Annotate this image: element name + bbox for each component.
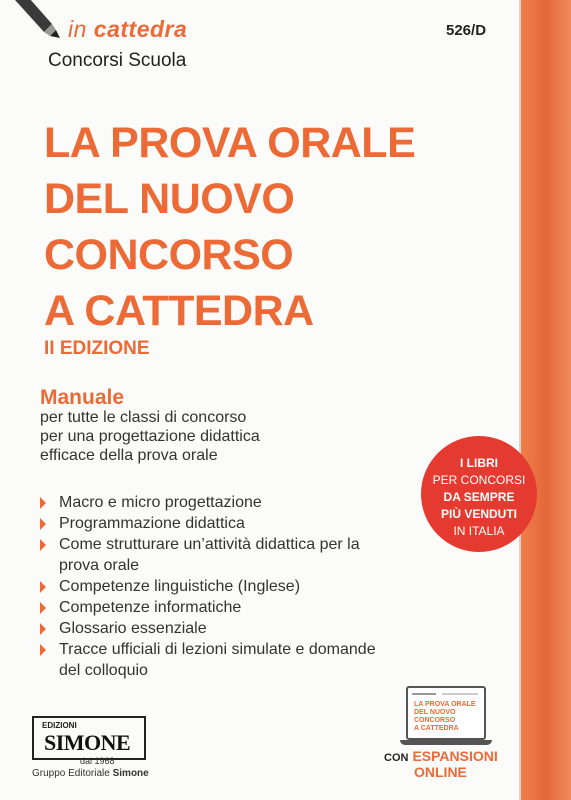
catalog-code: 526/D xyxy=(446,22,487,39)
laptop-base xyxy=(400,740,492,745)
screen-title-line: A CATTEDRA xyxy=(414,725,459,732)
badge-line: IN ITALIA xyxy=(453,524,505,538)
bullet-arrow-icon xyxy=(40,602,46,614)
feature-text: Competenze linguistiche (Inglese) xyxy=(59,578,301,595)
feature-text: Programmazione didattica xyxy=(59,515,245,532)
bullet-arrow-icon xyxy=(40,644,46,656)
features-list xyxy=(38,492,401,681)
feature-item xyxy=(38,597,401,618)
manual-desc-line: per tutte le classi di concorso xyxy=(40,409,247,426)
screen-title-line: LA PROVA ORALE xyxy=(414,701,476,708)
bullet-arrow-icon xyxy=(40,539,46,551)
feature-item xyxy=(38,618,401,639)
publisher-year: dal 1968 xyxy=(80,756,115,766)
publisher-logo xyxy=(32,716,152,786)
pen-icon xyxy=(0,0,70,50)
title-line: A CATTEDRA xyxy=(44,287,314,335)
series-logo xyxy=(68,16,187,43)
publisher-editions: EDIZIONI xyxy=(42,721,77,730)
bullet-arrow-icon xyxy=(40,581,46,593)
bullet-arrow-icon xyxy=(40,497,46,509)
online-line1: ESPANSIONI xyxy=(412,748,498,764)
badge-line: I LIBRI xyxy=(460,456,498,470)
feature-item xyxy=(38,639,389,681)
badge-line: PIÙ VENDUTI xyxy=(440,507,517,521)
badge-line: PER CONCORSI xyxy=(432,473,526,487)
title-line: DEL NUOVO xyxy=(44,175,295,223)
screen-title-line: DEL NUOVO xyxy=(414,709,456,716)
feature-text: Tracce ufficiali di lezioni simulate e domande del colloquio xyxy=(59,641,376,679)
badge-line: DA SEMPRE xyxy=(443,490,515,504)
series-subtitle: Concorsi Scuola xyxy=(48,50,187,71)
book-title xyxy=(44,115,415,339)
publisher-group xyxy=(32,768,149,779)
manual-desc-line: efficace della prova orale xyxy=(40,447,218,464)
manual-label: Manuale xyxy=(40,386,125,409)
screen-title xyxy=(414,701,476,733)
title-line: CONCORSO xyxy=(44,231,294,279)
screen-header-bar xyxy=(410,690,482,698)
publisher-name: SIMONE xyxy=(44,730,131,755)
spine-edge xyxy=(519,0,521,800)
screen-title-line: CONCORSO xyxy=(414,717,456,724)
laptop-icon xyxy=(406,686,488,748)
edition-label: II EDIZIONE xyxy=(44,338,150,359)
feature-text: Macro e micro progettazione xyxy=(59,494,262,511)
title-line: LA PROVA ORALE xyxy=(44,119,416,167)
bestseller-badge xyxy=(421,436,537,552)
feature-item xyxy=(38,534,401,576)
feature-text: Glossario essenziale xyxy=(59,620,207,637)
laptop-screen xyxy=(406,686,486,740)
series-prefix: in xyxy=(68,16,94,42)
series-name: cattedra xyxy=(93,16,188,42)
orange-spine xyxy=(521,0,571,800)
feature-text: Competenze informatiche xyxy=(59,599,242,616)
publisher-group-prefix: Gruppo Editoriale xyxy=(32,768,113,779)
bullet-arrow-icon xyxy=(40,623,46,635)
feature-item xyxy=(38,492,401,513)
manual-desc-line: per una progettazione didattica xyxy=(40,428,260,445)
manual-description xyxy=(40,408,260,465)
feature-text: Come strutturare un’attività didattica per la prova orale xyxy=(59,536,360,574)
bullet-arrow-icon xyxy=(40,518,46,530)
feature-item xyxy=(38,576,401,597)
online-line2: ONLINE xyxy=(414,764,467,780)
feature-item xyxy=(38,513,401,534)
publisher-group-name: Simone xyxy=(112,768,149,779)
online-expansions xyxy=(384,748,498,780)
online-con: CON xyxy=(384,752,409,764)
publisher-box xyxy=(32,716,146,760)
